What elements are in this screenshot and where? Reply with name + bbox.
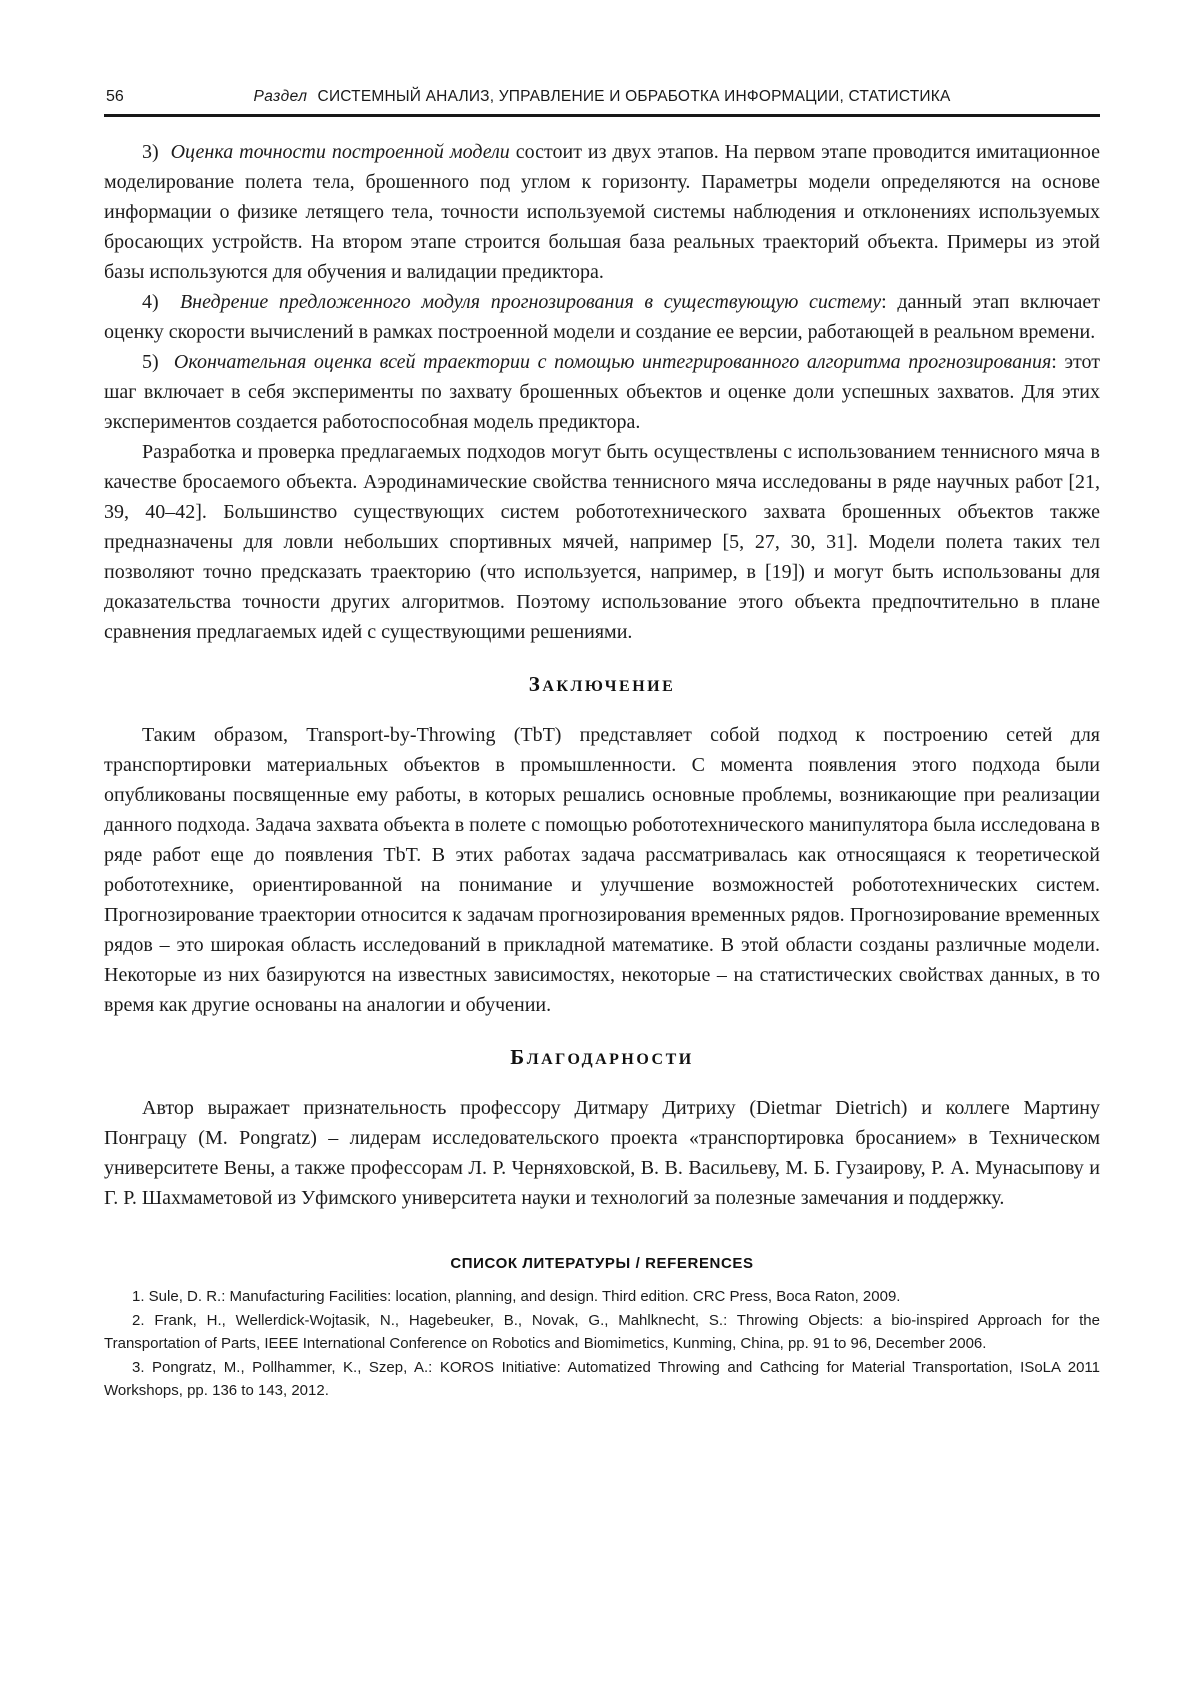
item-number: 5) [142, 351, 159, 373]
conclusion-paragraph: Таким образом, Transport-by-Throwing (TbT) представляет собой подход к построению сетей для транспортировки материальных объектов в промышленности. С момента появления этого подхода были опубликованы посвященные ему работы, в которых решались основные проблемы, возникающие при реализации данного подхода. Задача захвата объекта в полете с помощью робототехнического манипулятора была исследована в ряде работ еще до появления TbT. В этих работах задача рассматривалась как относящаяся к теоретической робототехнике, ориентированной на понимание и улучшение возможностей робототехнических систем. Прогнозирование траектории относится к задачам прогнозирования временных рядов. Прогнозирование временных рядов – это широкая область исследований в прикладной математике. В этой области созданы различные модели. Некоторые из них базируются на известных зависимостях, некоторые – на статистических свойствах данных, в то время как другие основаны на аналогии и обучении. [104, 724, 1100, 1016]
paragraph-development: Разработка и проверка предлагаемых подходов могут быть осуществлены с использованием теннисного мяча в качестве бросаемого объекта. Аэродинамические свойства теннисного мяча исследованы в ряде научных работ [21, 39, 40–42]. Большинство существующих систем робототехнического захвата брошенных объектов также предназначены для ловли небольших спортивных мячей, например [5, 27, 30, 31]. Модели полета таких тел позволяют точно предсказать траекторию (что используется, например, в [19]) и могут быть использованы для доказательства точности других алгоритмов. Поэтому использование этого объекта предпочтительно в плане сравнения предлагаемых идей с существующими решениями. [104, 441, 1100, 643]
header-rule [104, 114, 1100, 117]
references-section [104, 1253, 1100, 1402]
reference-item: 2. Frank, H., Wellerdick-Wojtasik, N., Hagebeuker, B., Novak, G., Mahlknecht, S.: Throwing Objects: a bio-inspired Approach for the Transportation of Parts, IEEE International Conference on Robotics and Biomimetics, Kunming, China, pp. 91 to 96, December 2006. [104, 1312, 1100, 1352]
item-lead-italic: Оценка точности построенной модели [170, 141, 510, 163]
conclusion-heading: ЗАКЛЮЧЕНИЕ [528, 672, 676, 696]
paragraph-item-5 [104, 347, 1100, 437]
running-head [104, 88, 1100, 110]
acknowledgments-heading: БЛАГОДАРНОСТИ [510, 1045, 694, 1069]
paragraph-item-3 [104, 137, 1100, 287]
item-number: 3) [142, 141, 159, 163]
item-lead-italic: Окончательная оценка всей траектории с помощью интегрированного алгоритма прогнозирования [173, 351, 1052, 373]
reference-item: 1. Sule, D. R.: Manufacturing Facilities: location, planning, and design. Third edition. CRC Press, Boca Raton, 2009. [132, 1287, 901, 1305]
item-text: состоит из двух этапов. На первом этапе проводится имитационное моделирование полета тела, брошенного под углом к горизонту. Параметры модели определяются на основе информации о физике летящего тела, точности используемой системы наблюдения и отклонениях используемых бросающих устройств. На втором этапе строится большая база реальных траекторий объекта. Примеры из этой базы используются для обучения и валидации предиктора. [104, 141, 1101, 283]
item-number: 4) [142, 291, 159, 313]
acknowledgments-paragraph: Автор выражает признательность профессору Дитмару Дитриху (Dietmar Dietrich) и коллеге Мартину Понграцу (M. Pongratz) – лидерам исследовательского проекта «транспортировка бросанием» в Техническом университете Вены, а также профессорам Л. Р. Черняховской, В. В. Васильеву, М. Б. Гузаирову, Р. А. Мунасыпову и Г. Р. Шахмаметовой из Уфимского университета науки и технологий за полезные замечания и поддержку. [104, 1097, 1100, 1209]
paragraph-item-4 [104, 287, 1100, 347]
references-heading: СПИСОК ЛИТЕРАТУРЫ / REFERENCES [450, 1255, 754, 1272]
page-body [104, 137, 1100, 1213]
reference-item: 3. Pongratz, M., Pollhammer, K., Szep, A.: KOROS Initiative: Automatized Throwing and Cathcing for Material Transportation, ISoLA 2011 Workshops, pp. 136 to 143, 2012. [104, 1359, 1100, 1399]
section-label: Раздел [253, 88, 308, 105]
item-text: : данный этап включает оценку скорости вычислений в рамках построенной модели и создание ее версии, работающей в реальном времени. [104, 291, 1100, 343]
item-text: : этот шаг включает в себя эксперименты по захвату брошенных объектов и оценке доли успешных захватов. Для этих экспериментов создается работоспособная модель предиктора. [104, 351, 1101, 433]
item-lead-italic: Внедрение предложенного модуля прогнозирования в существующую систему [179, 291, 882, 313]
page-number: 56 [106, 88, 124, 105]
section-title: СИСТЕМНЫЙ АНАЛИЗ, УПРАВЛЕНИЕ И ОБРАБОТКА ИНФОРМАЦИИ, СТАТИСТИКА [317, 88, 951, 105]
